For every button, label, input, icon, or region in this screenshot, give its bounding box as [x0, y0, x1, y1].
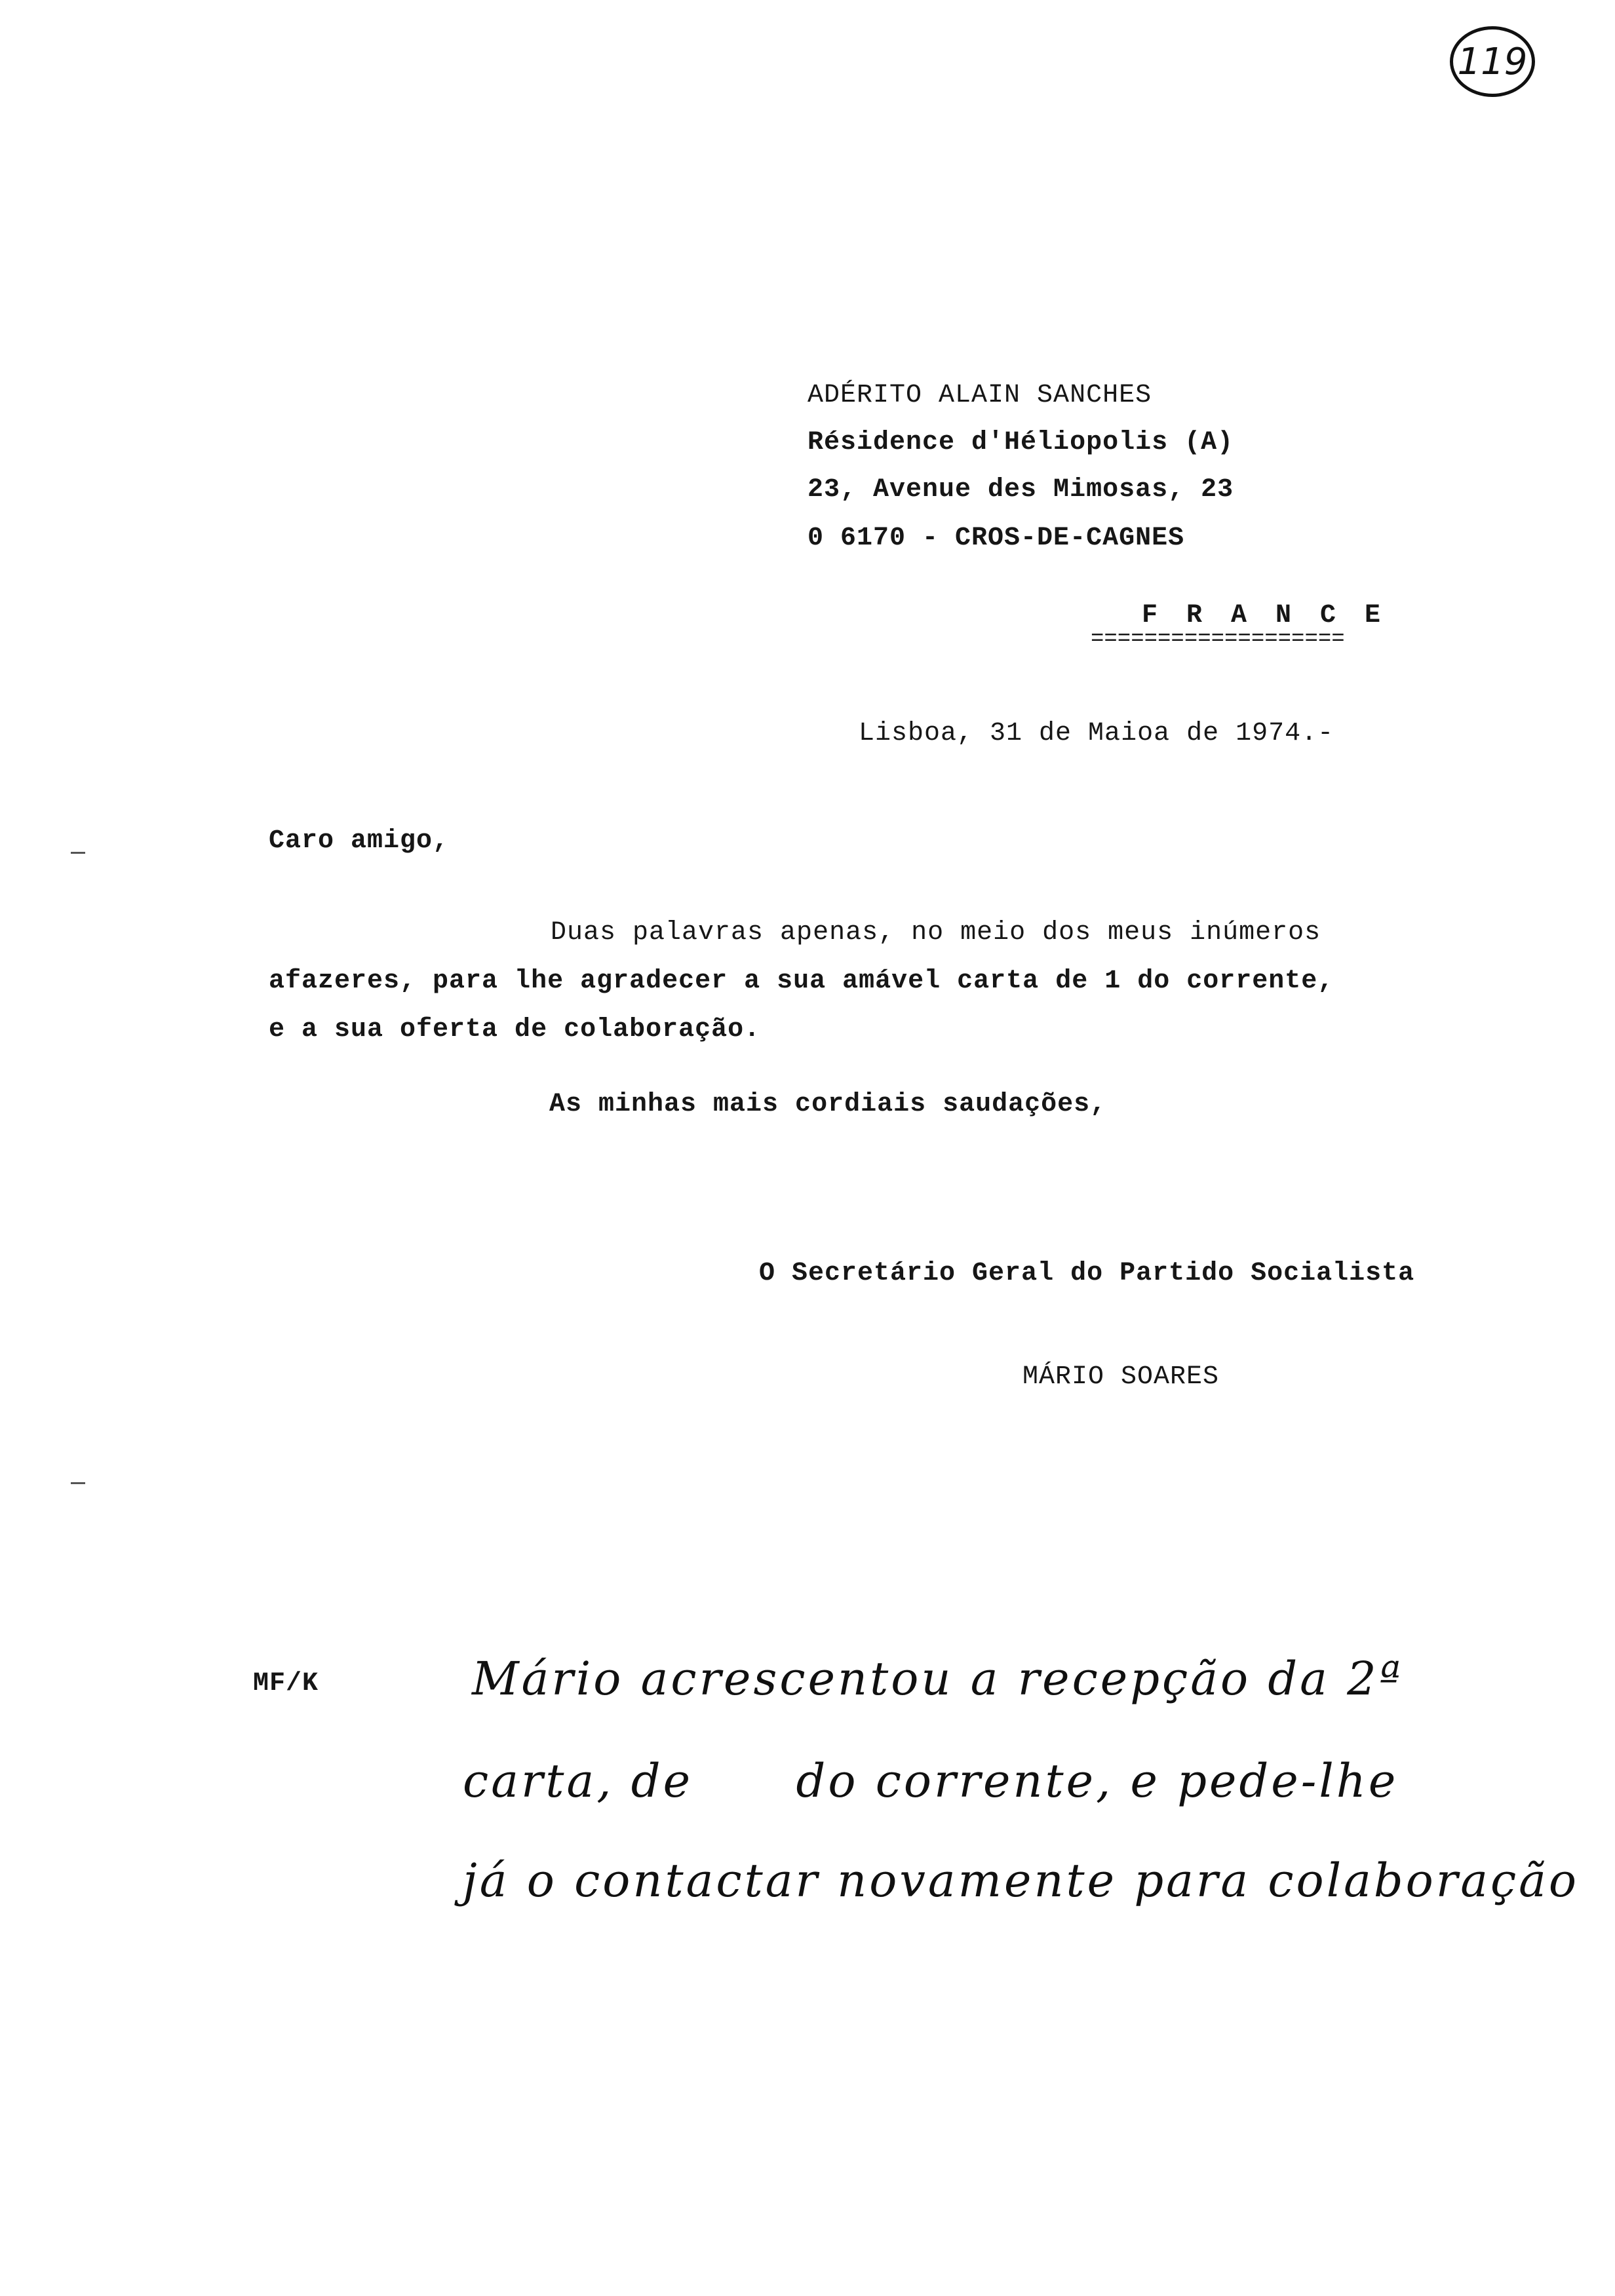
address-city: 0 6170 - CROS-DE-CAGNES [808, 524, 1185, 553]
body-line-2: afazeres, para lhe agradecer a sua amável carta de 1 do corrente, [269, 966, 1334, 996]
handwritten-line-2: carta, de do corrente, e pede-lhe [463, 1754, 1399, 1808]
margin-mark-bottom [71, 1482, 85, 1484]
signature-name: MÁRIO SOARES [1022, 1362, 1220, 1392]
handwritten-line-1: Mário acrescentou a recepção da 2ª [472, 1652, 1403, 1706]
margin-mark-top [71, 852, 85, 854]
reference-initials: MF/K [253, 1669, 319, 1698]
address-residence: Résidence d'Héliopolis (A) [808, 428, 1234, 457]
address-country: F R A N C E [1142, 601, 1388, 630]
body-line-3: e a sua oferta de colaboração. [269, 1015, 761, 1044]
closing-line: As minhas mais cordiais saudações, [549, 1090, 1107, 1119]
letter-date: Lisboa, 31 de Maioa de 1974.- [859, 719, 1334, 748]
address-street: 23, Avenue des Mimosas, 23 [808, 475, 1234, 505]
salutation: Caro amigo, [269, 826, 450, 856]
handwritten-line-3: já o contactar novamente para colaboração [463, 1854, 1580, 1907]
page-number-stamp [1450, 26, 1535, 97]
country-underline: =================== [1091, 627, 1345, 652]
signature-title: O Secretário Geral do Partido Socialista [759, 1259, 1415, 1288]
page-number: 119 [1457, 40, 1528, 83]
body-line-1: Duas palavras apenas, no meio dos meus inúmeros [551, 918, 1321, 947]
address-name: ADÉRITO ALAIN SANCHES [808, 381, 1152, 410]
